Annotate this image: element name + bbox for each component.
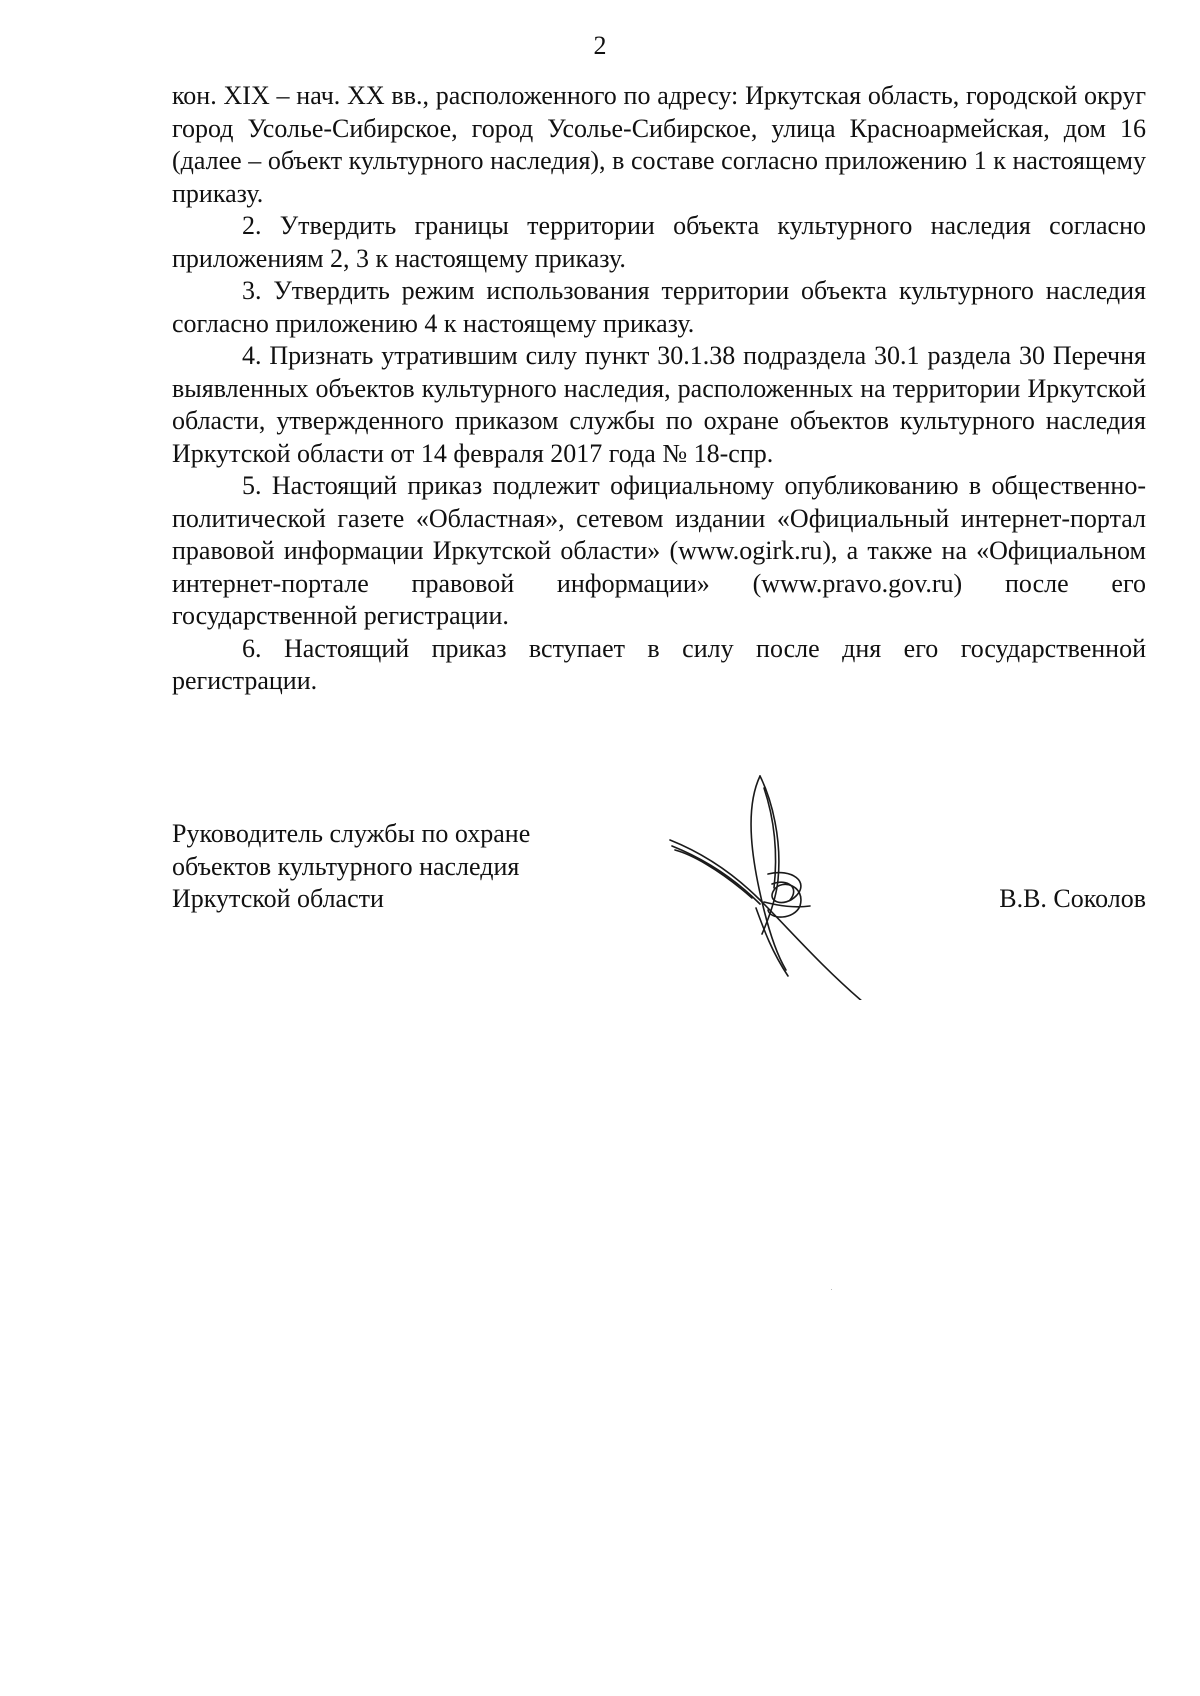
scan-speck <box>831 1289 832 1290</box>
signatory-name: В.В. Соколов <box>999 884 1146 913</box>
paragraph-item-4: 4. Признать утратившим силу пункт 30.1.38 подраздела 30.1 раздела 30 Перечня выявленных объектов культурного наследия, расположенных на территории Иркутской области, утвержденного приказом службы по охране объектов культурного наследия Иркутской области от 14 февраля 2017 года № 18-спр. <box>172 341 1146 468</box>
handwritten-signature <box>660 770 890 1000</box>
paragraph-continuation: кон. XIX – нач. XX вв., расположенного по адресу: Иркутская область, городской округ город Усолье-Сибирское, город Усолье-Сибирское, улица Красноармейская, дом 16 (далее – объект культурного наследия), в составе согласно приложению 1 к настоящему приказу. <box>172 81 1146 208</box>
paragraph-item-6: 6. Настоящий приказ вступает в силу после дня его государственной регистрации. <box>172 633 1146 695</box>
paragraph-item-3: 3. Утвердить режим использования территории объекта культурного наследия согласно приложению 4 к настоящему приказу. <box>172 276 1146 338</box>
signatory-position-line: Руководитель службы по охране <box>172 819 531 848</box>
signatory-position <box>172 818 592 916</box>
page-number: 2 <box>593 31 607 60</box>
paragraph-item-5: 5. Настоящий приказ подлежит официальному опубликованию в общественно-политической газете «Областная», сетевом издании «Официальный интернет-портал правовой информации Иркутской области» (www.ogirk.ru), а также на «Официальном интернет-портале правовой информации» (www.pravo.gov.ru) после его государственной регистрации. <box>172 471 1146 630</box>
signatory-position-line: объектов культурного наследия <box>172 851 520 881</box>
signatory-position-line: Иркутской области <box>172 884 384 913</box>
document-body <box>172 80 1146 698</box>
paragraph-item-2: 2. Утвердить границы территории объекта культурного наследия согласно приложениям 2, 3 к настоящему приказу. <box>172 211 1146 273</box>
